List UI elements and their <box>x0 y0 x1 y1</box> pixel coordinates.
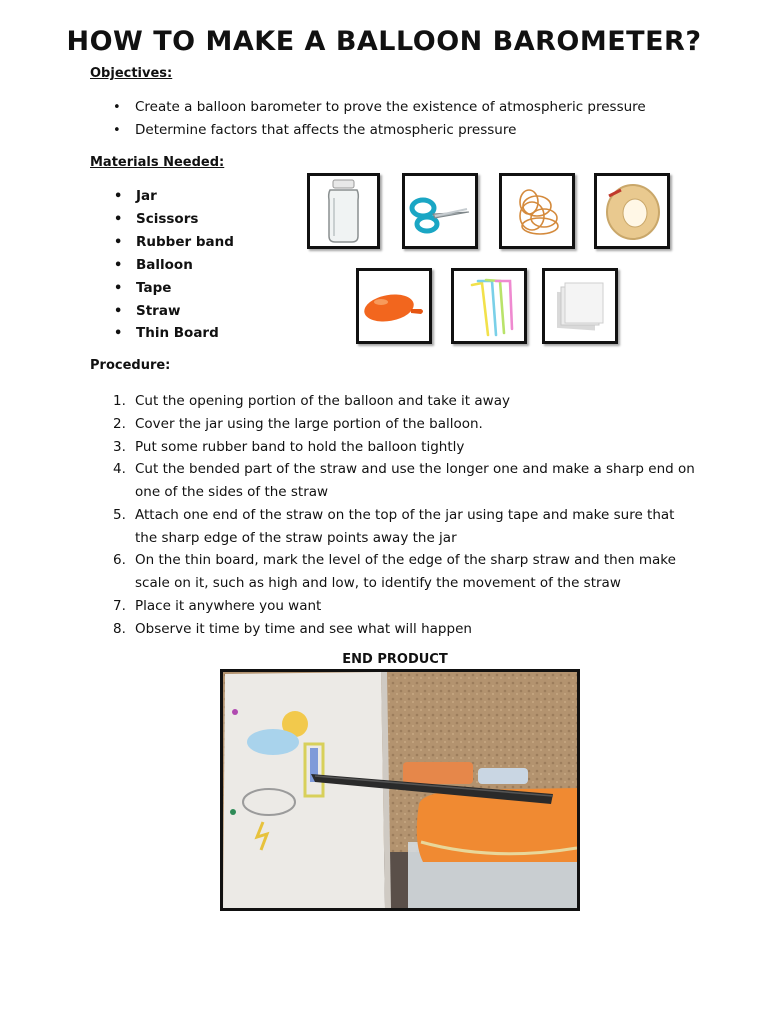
list-item: • Rubber band <box>136 231 234 254</box>
list-item <box>113 549 676 595</box>
procedure-heading: Procedure: <box>90 358 171 373</box>
step-number: 5. <box>113 507 126 523</box>
step-text: one of the sides of the straw <box>135 484 329 500</box>
page-title: HOW TO MAKE A BALLOON BAROMETER? <box>66 26 702 57</box>
list-item: • Straw <box>136 300 180 323</box>
step-number: 7. <box>113 598 126 614</box>
list-item <box>113 595 322 618</box>
step-text: Attach one end of the straw on the top of the jar using tape and make sure that <box>135 507 675 523</box>
step-number: 1. <box>113 393 126 409</box>
step-number: 8. <box>113 621 126 637</box>
tape-image <box>594 173 670 249</box>
step-text: the sharp edge of the straw points away the jar <box>135 530 457 546</box>
step-text: Put some rubber band to hold the balloon tightly <box>135 439 465 455</box>
list-item <box>113 413 483 436</box>
objectives-heading: Objectives: <box>90 66 173 81</box>
list-item <box>113 436 465 459</box>
thin-board-image <box>542 268 618 344</box>
list-item <box>113 458 695 504</box>
rubber-band-image <box>499 173 575 249</box>
list-item: • Scissors <box>136 208 198 231</box>
step-number: 4. <box>113 461 126 477</box>
step-text: Observe it time by time and see what will happen <box>135 621 472 637</box>
step-text: Cut the opening portion of the balloon and take it away <box>135 393 510 409</box>
jar-image <box>307 173 380 249</box>
step-text: scale on it, such as high and low, to identify the movement of the straw <box>135 575 621 591</box>
scissors-image <box>402 173 478 249</box>
straw-image <box>451 268 527 344</box>
step-number: 3. <box>113 439 126 455</box>
list-item: • Determine factors that affects the atmospheric pressure <box>135 119 516 142</box>
step-number: 6. <box>113 552 126 568</box>
step-text: Place it anywhere you want <box>135 598 322 614</box>
list-item: • Balloon <box>136 254 193 277</box>
list-item: • Jar <box>136 185 157 208</box>
step-text: On the thin board, mark the level of the edge of the sharp straw and then make <box>135 552 676 568</box>
list-item: • Thin Board <box>136 322 219 345</box>
materials-heading: Materials Needed: <box>90 155 225 170</box>
list-item <box>113 504 675 550</box>
list-item <box>113 390 510 413</box>
balloon-image <box>356 268 432 344</box>
end-product-photo <box>220 669 580 911</box>
step-text: Cover the jar using the large portion of the balloon. <box>135 416 483 432</box>
list-item <box>113 618 472 641</box>
step-number: 2. <box>113 416 126 432</box>
end-product-label: END PRODUCT <box>342 652 448 667</box>
step-text: Cut the bended part of the straw and use the longer one and make a sharp end on <box>135 461 695 477</box>
list-item: • Tape <box>136 277 171 300</box>
list-item: • Create a balloon barometer to prove the existence of atmospheric pressure <box>135 96 646 119</box>
